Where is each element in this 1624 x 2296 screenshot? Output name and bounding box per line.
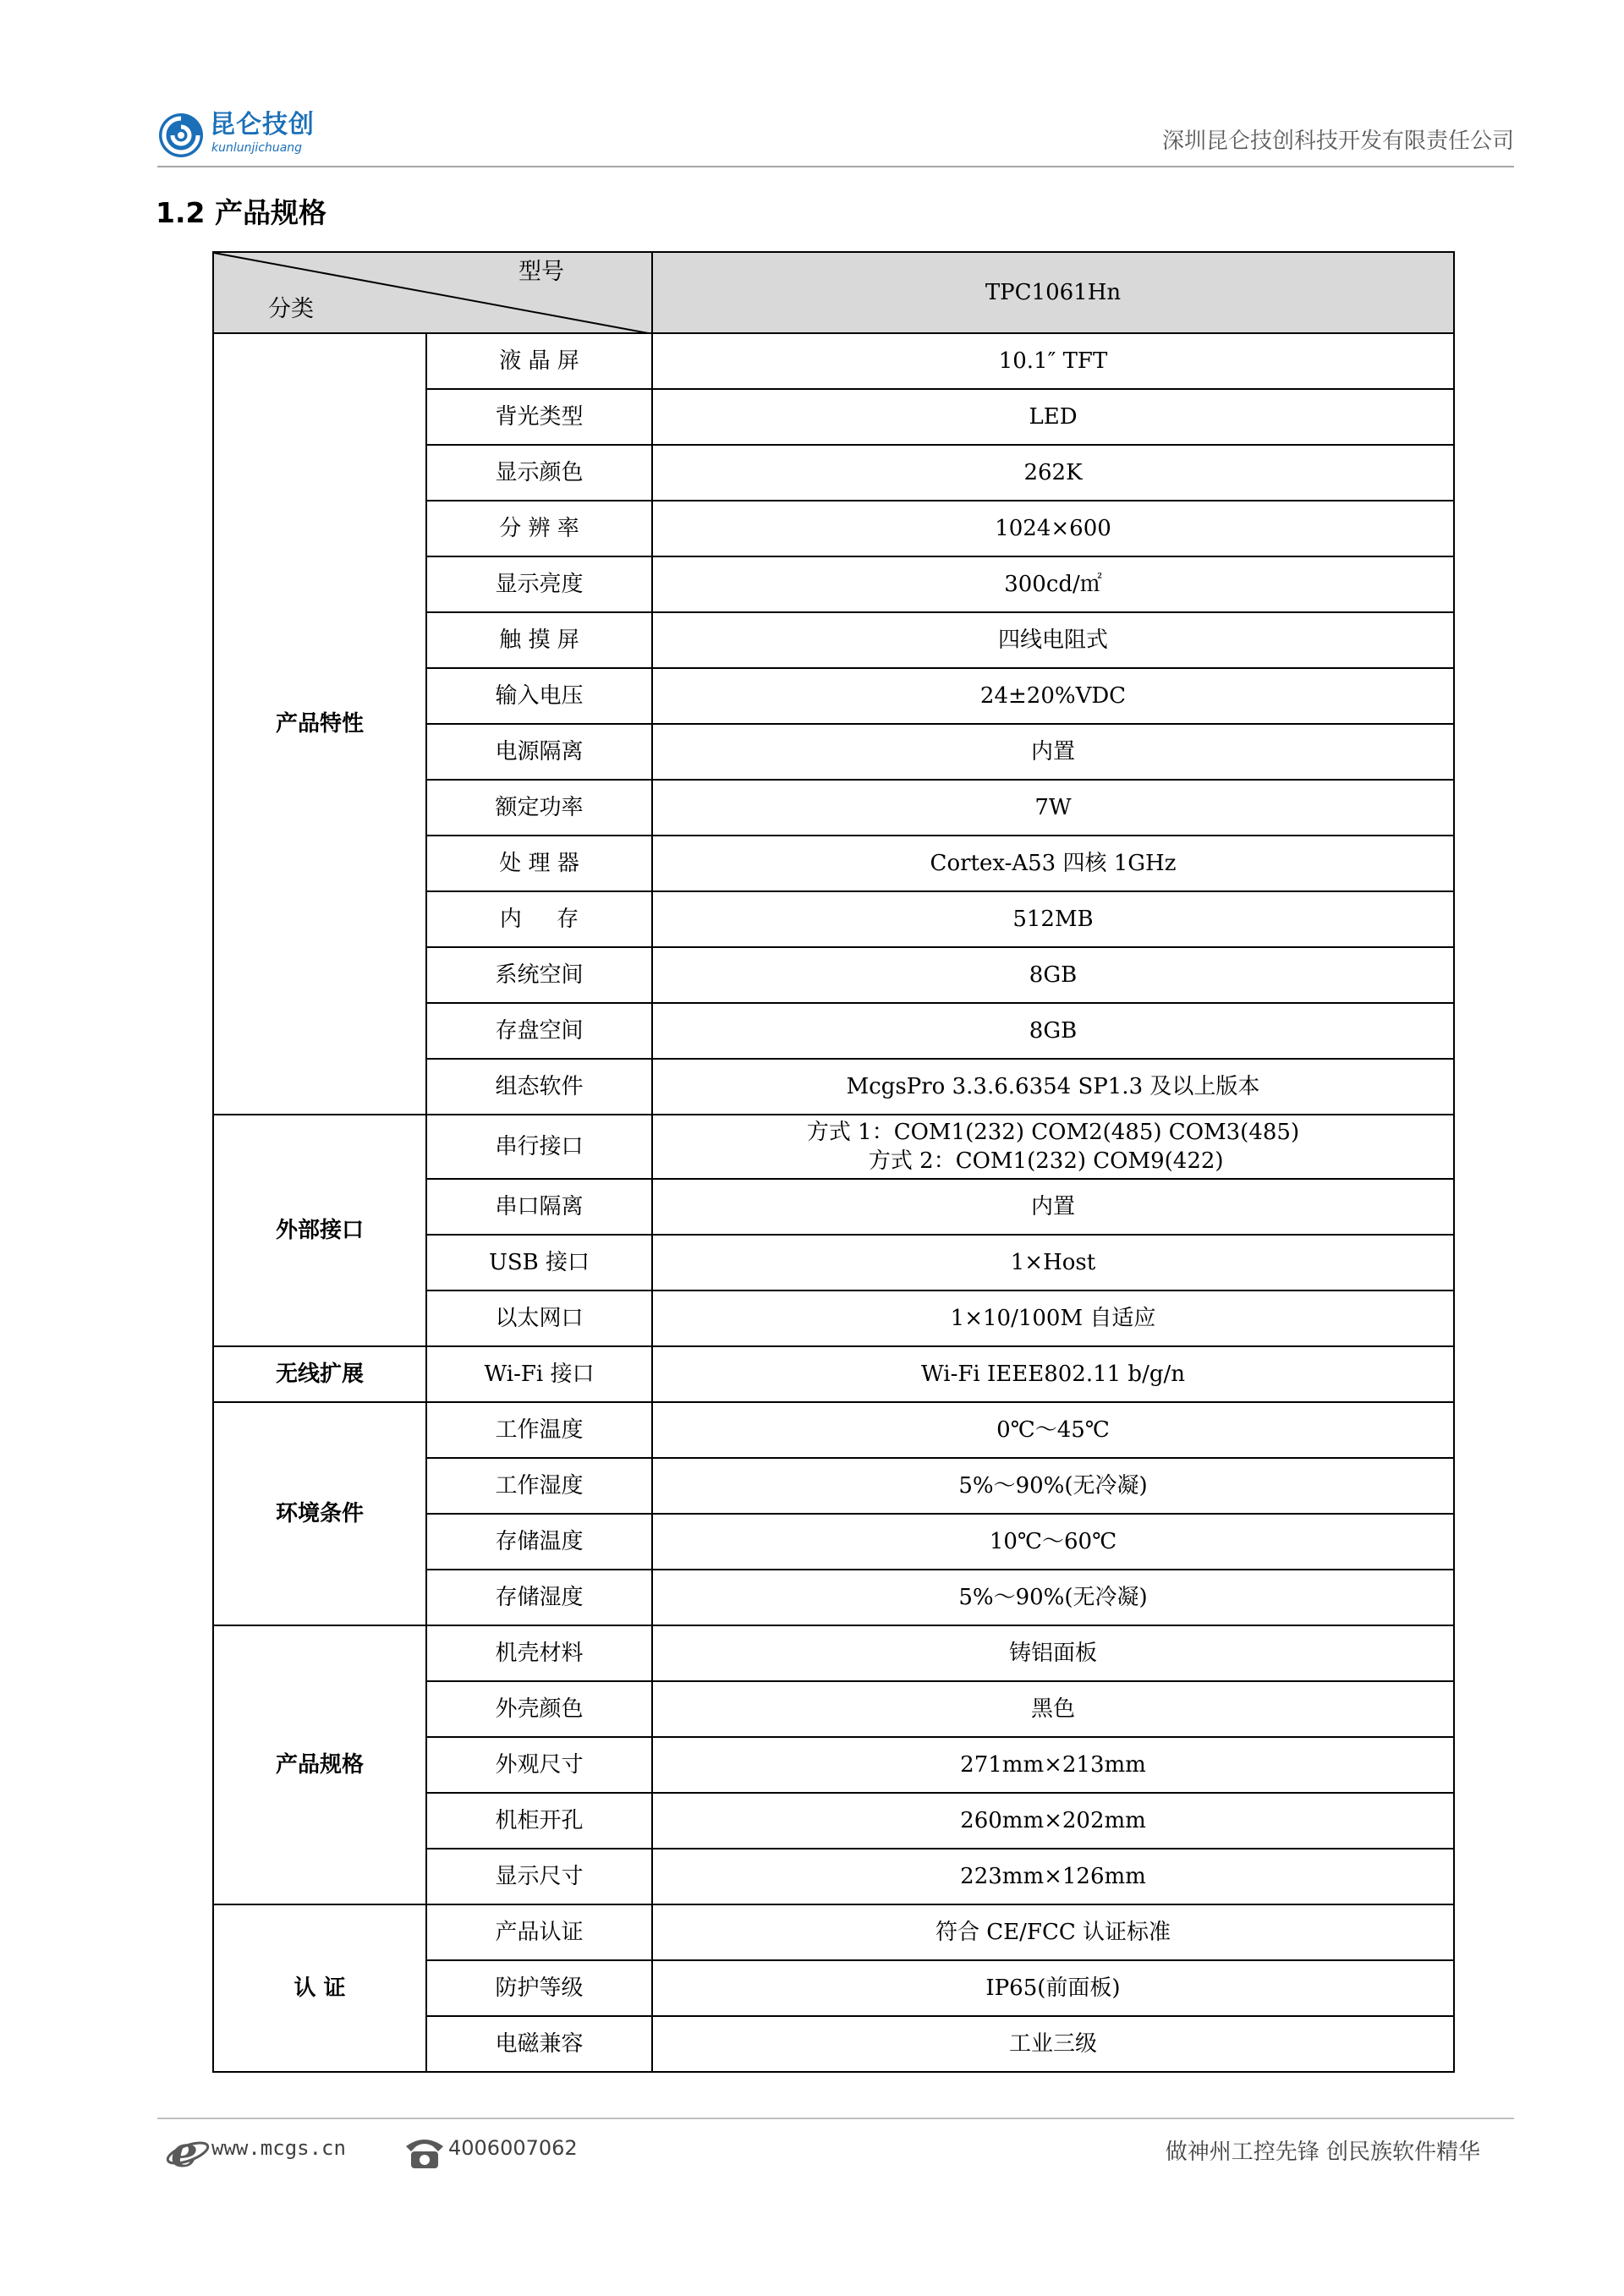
spec-value-cell: Cortex-A53 四核 1GHz [652, 836, 1454, 891]
logo-english-name: kunlunjichuang [211, 141, 303, 155]
table-row [213, 1346, 1454, 1402]
svg-text:e: e [171, 2129, 198, 2173]
spec-label-cell: 显示尺寸 [426, 1849, 652, 1904]
logo-chinese-name: 昆仑技创 [210, 110, 315, 140]
spec-label-cell: 机柜开孔 [426, 1793, 652, 1849]
spec-label-cell: 工作湿度 [426, 1458, 652, 1514]
spec-value-cell: 内置 [652, 724, 1454, 780]
category-header-label: 分类 [268, 296, 314, 322]
category-cell: 无线扩展 [213, 1346, 426, 1402]
spec-value-cell: 512MB [652, 891, 1454, 947]
spec-label-cell: 显示颜色 [426, 445, 652, 501]
spec-value-cell: McgsPro 3.3.6.6354 SP1.3 及以上版本 [652, 1059, 1454, 1115]
category-cell: 外部接口 [213, 1115, 426, 1346]
spec-label-cell: 处 理 器 [426, 836, 652, 891]
table-header-row [213, 252, 1454, 333]
kunlun-swirl-logo-icon [157, 112, 205, 159]
spec-value-cell: 1×10/100M 自适应 [652, 1290, 1454, 1346]
spec-value-cell: 黑色 [652, 1681, 1454, 1737]
spec-value-cell: 内置 [652, 1179, 1454, 1235]
spec-value-cell: 1024×600 [652, 501, 1454, 556]
table-row [213, 1625, 1454, 1681]
spec-value-cell: 四线电阻式 [652, 612, 1454, 668]
spec-label-cell: 串行接口 [426, 1115, 652, 1179]
spec-value-cell: 271mm×213mm [652, 1737, 1454, 1793]
ie-web-icon [166, 2129, 210, 2173]
spec-label-cell: 外壳颜色 [426, 1681, 652, 1737]
category-cell: 环境条件 [213, 1402, 426, 1625]
page-header [157, 108, 1514, 166]
category-cell: 产品特性 [213, 333, 426, 1115]
section-title: 1.2 产品规格 [156, 196, 326, 229]
spec-value-line: 方式 1：COM1(232) COM2(485) COM3(485) [806, 1120, 1300, 1145]
website-text: www.mcgs.cn [211, 2136, 346, 2160]
spec-label-cell: 背光类型 [426, 389, 652, 445]
spec-value-cell: 1×Host [652, 1235, 1454, 1290]
spec-label-cell: 额定功率 [426, 780, 652, 836]
category-cell: 产品规格 [213, 1625, 426, 1904]
spec-value-cell: Wi-Fi IEEE802.11 b/g/n [652, 1346, 1454, 1402]
spec-label-cell: 液 晶 屏 [426, 333, 652, 389]
spec-label-cell: USB 接口 [426, 1235, 652, 1290]
spec-value-cell: 300cd/㎡ [652, 556, 1454, 612]
spec-label-cell: 串口隔离 [426, 1179, 652, 1235]
table-row [213, 1402, 1454, 1458]
spec-value-cell: 10℃～60℃ [652, 1514, 1454, 1570]
model-header-label: 型号 [518, 259, 564, 285]
model-value-header: TPC1061Hn [652, 252, 1454, 333]
page-footer [157, 2124, 1514, 2175]
company-name: 深圳昆仑技创科技开发有限责任公司 [1161, 129, 1514, 154]
spec-label-cell: 存盘空间 [426, 1003, 652, 1059]
spec-label-cell: 存储温度 [426, 1514, 652, 1570]
spec-value-cell: 10.1″ TFT [652, 333, 1454, 389]
table-row [213, 333, 1454, 389]
spec-value-cell: 工业三级 [652, 2016, 1454, 2072]
spec-value-cell [652, 1115, 1454, 1179]
spec-value-cell: 260mm×202mm [652, 1793, 1454, 1849]
spec-label-cell: 触 摸 屏 [426, 612, 652, 668]
header-divider [157, 166, 1514, 167]
spec-value-cell: 7W [652, 780, 1454, 836]
spec-label-cell: 产品认证 [426, 1904, 652, 1960]
spec-table [212, 251, 1455, 2073]
spec-label-cell: 工作温度 [426, 1402, 652, 1458]
spec-value-cell: 铸铝面板 [652, 1625, 1454, 1681]
phone-number: 4006007062 [448, 2136, 578, 2160]
spec-label-cell: 外观尺寸 [426, 1737, 652, 1793]
spec-value-cell: IP65(前面板) [652, 1960, 1454, 2016]
spec-value-cell: 8GB [652, 947, 1454, 1003]
spec-value-cell: 262K [652, 445, 1454, 501]
spec-value-cell: 0℃～45℃ [652, 1402, 1454, 1458]
spec-label-cell: 防护等级 [426, 1960, 652, 2016]
spec-label-cell: 机壳材料 [426, 1625, 652, 1681]
footer-slogan: 做神州工控先锋 创民族软件精华 [1165, 2140, 1480, 2165]
spec-label-cell: 组态软件 [426, 1059, 652, 1115]
diagonal-header-cell [213, 252, 652, 333]
spec-value-cell: 24±20%VDC [652, 668, 1454, 724]
spec-label-cell: Wi-Fi 接口 [426, 1346, 652, 1402]
company-logo [157, 108, 326, 161]
table-row [213, 1115, 1454, 1179]
spec-value-cell: 符合 CE/FCC 认证标准 [652, 1904, 1454, 1960]
spec-value-cell: 5%～90%(无冷凝) [652, 1570, 1454, 1625]
spec-label-cell: 输入电压 [426, 668, 652, 724]
table-row [213, 1904, 1454, 1960]
spec-value-cell: 223mm×126mm [652, 1849, 1454, 1904]
spec-label-cell: 显示亮度 [426, 556, 652, 612]
spec-value-line: 方式 2：COM1(232) COM9(422) [868, 1148, 1238, 1174]
telephone-icon [403, 2131, 447, 2172]
spec-value-cell: 8GB [652, 1003, 1454, 1059]
spec-value-cell: 5%～90%(无冷凝) [652, 1458, 1454, 1514]
spec-label-cell: 系统空间 [426, 947, 652, 1003]
footer-divider [157, 2118, 1514, 2119]
category-cell: 认 证 [213, 1904, 426, 2072]
spec-label-cell: 分 辨 率 [426, 501, 652, 556]
spec-label-cell: 内 存 [426, 891, 652, 947]
spec-label-cell: 以太网口 [426, 1290, 652, 1346]
spec-value-cell: LED [652, 389, 1454, 445]
spec-label-cell: 电磁兼容 [426, 2016, 652, 2072]
spec-label-cell: 存储湿度 [426, 1570, 652, 1625]
spec-label-cell: 电源隔离 [426, 724, 652, 780]
